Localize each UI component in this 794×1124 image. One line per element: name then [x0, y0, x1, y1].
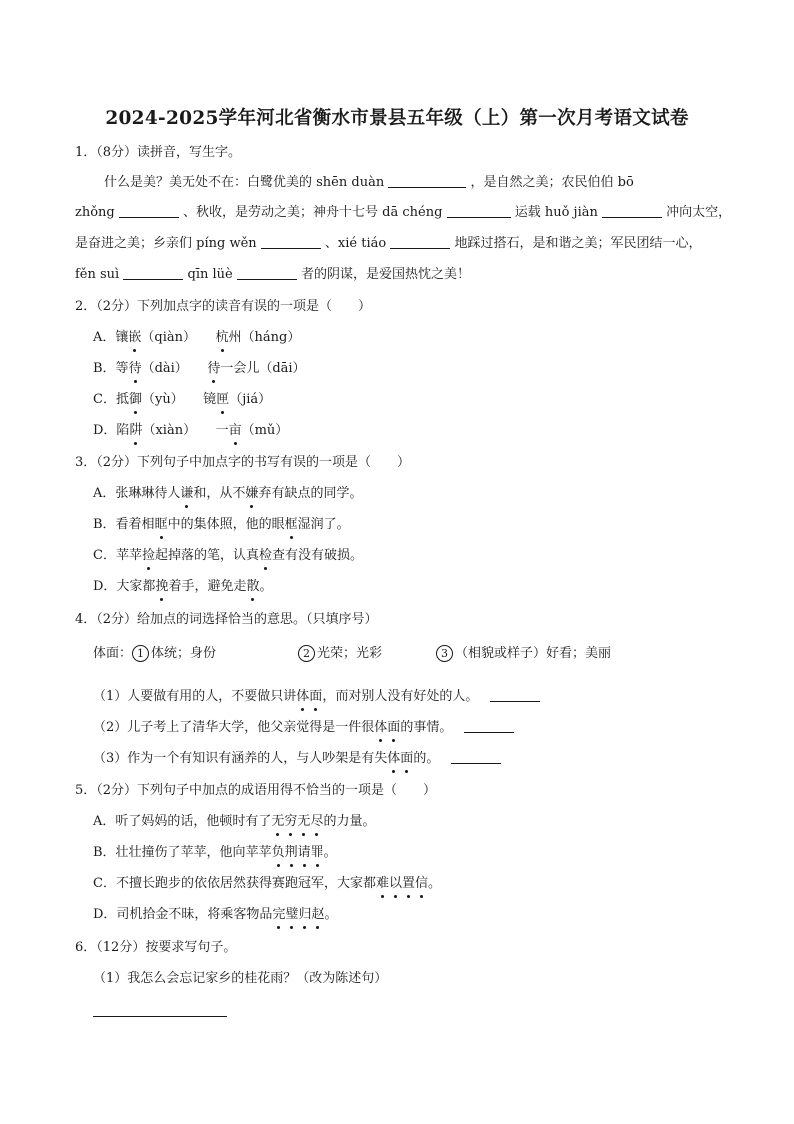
q3-option-d[interactable] — [93, 577, 273, 597]
q3-option-b[interactable] — [93, 515, 350, 535]
q1-line-3 — [75, 234, 702, 254]
dotted-char: 亩 — [229, 421, 242, 441]
q1-text: 冲向太空， — [666, 205, 732, 220]
q1-text: 是奋进之美；乡亲们 píng wěn — [75, 236, 257, 251]
dotted-char: 面 — [309, 687, 322, 707]
q1-heading: 1．（8分）读拼音，写生字。 — [75, 145, 242, 160]
option-text: 。 — [428, 876, 442, 891]
dotted-char: 负 — [272, 843, 285, 863]
option-text: A．张琳琳待人 — [93, 486, 181, 501]
dotted-char: 穷 — [284, 812, 297, 832]
dotted-char: 信 — [415, 874, 428, 894]
answer-blank[interactable] — [123, 265, 183, 280]
dotted-char: 完 — [272, 905, 285, 925]
dotted-word — [387, 751, 413, 766]
option-text: A．听了妈妈的话，他顿时有了 — [93, 814, 272, 829]
q6-sentence-1: （1）我怎么会忘记家乡的桂花雨？（改为陈述句） — [93, 971, 388, 986]
q1-line-2 — [75, 203, 731, 223]
dotted-char: 杭 — [216, 328, 229, 348]
q4-sentence-1 — [93, 687, 540, 707]
dotted-char: 体 — [296, 687, 309, 707]
q4-meaning-3 — [436, 644, 611, 664]
option-text: 湿润了。 — [297, 517, 350, 532]
q2-option-c[interactable] — [93, 390, 271, 410]
sentence-text: （2）儿子考上了清华大学，他父亲觉得是一件很 — [93, 720, 375, 735]
dotted-char: 赵 — [311, 905, 324, 925]
q5-option-a[interactable] — [93, 812, 375, 832]
option-text: B．等 — [93, 361, 129, 376]
dotted-idiom — [272, 907, 324, 922]
q1-line-1 — [104, 173, 634, 193]
answer-blank[interactable] — [119, 203, 179, 218]
meaning-label: 体面： — [93, 646, 133, 661]
q1-text: qīn lüè — [187, 267, 233, 282]
dotted-char: 嵌 — [128, 328, 141, 348]
option-text: C．不擅长跑步的依依居然获得赛跑冠军，大家都 — [93, 876, 376, 891]
dotted-char: 待 — [207, 359, 220, 379]
dotted-char: 体 — [387, 749, 400, 769]
answer-blank[interactable] — [388, 173, 466, 188]
option-text: A．镶 — [93, 330, 129, 345]
option-text: （mǔ） — [241, 423, 289, 438]
meaning-option: 光荣；光彩 — [317, 646, 383, 661]
option-text: B．壮壮撞伤了苹苹，他向苹苹 — [93, 845, 272, 860]
sentence-text: （1）人要做有用的人，不要做只讲 — [93, 689, 297, 704]
q1-text: 、xié tiáo — [324, 236, 387, 251]
dotted-char: 阱 — [129, 421, 142, 441]
dotted-char: 御 — [129, 390, 142, 410]
q4-meaning-2 — [298, 644, 382, 664]
dotted-char: 无 — [271, 812, 284, 832]
q5-heading: 5．（2分）下列句子中加点的成语用得不恰当的一项是（ ） — [75, 783, 437, 798]
q3-heading: 3．（2分）下列句子中加点字的书写有误的一项是（ ） — [75, 455, 411, 470]
q4-sentence-3 — [93, 749, 501, 769]
option-text: D．陷 — [93, 423, 130, 438]
option-text: 州（háng） — [228, 330, 301, 345]
answer-blank[interactable] — [261, 234, 321, 249]
sentence-text: （3）作为一个有知识有涵养的人，与人吵架是有失 — [93, 751, 388, 766]
q1-text: 运载 huǒ jiàn — [514, 205, 598, 220]
dotted-char: 体 — [374, 718, 387, 738]
dotted-char: 璧 — [285, 905, 298, 925]
dotted-char: 检 — [259, 546, 272, 566]
dotted-char: 荆 — [285, 843, 298, 863]
option-text: 。 — [323, 845, 337, 860]
option-text: D．司机拾金不昧，将乘客物品 — [93, 907, 273, 922]
q1-text: 者的阴谋，是爱国热忱之美！ — [301, 267, 471, 282]
circled-number: 1 — [132, 645, 149, 662]
q5-option-d[interactable] — [93, 905, 338, 925]
answer-line[interactable] — [93, 1016, 227, 1017]
option-text: 的力量。 — [323, 814, 376, 829]
dotted-char: 尽 — [310, 812, 323, 832]
q1-text: 地踩过搭石，是和谐之美；军民团结一心， — [454, 236, 702, 251]
q1-text: 什么是美？美无处不在：白鹭优美的 shēn duàn — [104, 175, 385, 190]
option-text: C．苹苹 — [93, 548, 142, 563]
option-text: 。 — [324, 907, 338, 922]
q1-text: zhǒng — [75, 205, 115, 220]
option-text: 查有没有破损。 — [272, 548, 364, 563]
option-text: 弃有缺点的同学。 — [258, 486, 363, 501]
option-text: 一会儿（dāi） — [220, 361, 306, 376]
q2-option-b[interactable] — [93, 359, 306, 379]
dotted-char: 置 — [402, 874, 415, 894]
sentence-text: 的。 — [413, 751, 440, 766]
dotted-idiom — [272, 845, 324, 860]
dotted-char: 请 — [298, 843, 311, 863]
meaning-option: （相貌或样子）好看；美丽 — [455, 646, 612, 661]
answer-blank[interactable] — [237, 265, 297, 280]
dotted-char: 罪 — [311, 843, 324, 863]
q5-option-b[interactable] — [93, 843, 337, 863]
q1-text: 、秋收，是劳动之美；神舟十七号 dā chéng — [183, 205, 443, 220]
answer-blank[interactable] — [451, 749, 501, 764]
answer-blank[interactable] — [390, 234, 450, 249]
answer-blank[interactable] — [602, 203, 662, 218]
dotted-char: 捡 — [142, 546, 155, 566]
option-text: 中的集体照，他的眼 — [167, 517, 285, 532]
option-text: 起掉落的笔，认真 — [154, 548, 259, 563]
q4-sentence-2 — [93, 718, 514, 738]
q4-heading: 4．（2分）给加点的词选择恰当的意思。（只填序号） — [75, 612, 378, 627]
option-text: （yù） 镜 — [141, 392, 217, 407]
option-text: 和，从不 — [193, 486, 246, 501]
answer-blank[interactable] — [464, 718, 514, 733]
dotted-word — [374, 720, 400, 735]
option-text: （dài） — [141, 361, 208, 376]
option-text: D．大家都 — [93, 579, 156, 594]
dotted-char: 待 — [129, 359, 142, 379]
q1-line-4 — [75, 265, 470, 285]
dotted-char: 框 — [285, 515, 298, 535]
q3-option-c[interactable] — [93, 546, 363, 566]
sentence-text: 的事情。 — [400, 720, 453, 735]
dotted-char: 无 — [297, 812, 310, 832]
sentence-text: ，而对别人没有好处的人。 — [322, 689, 479, 704]
meaning-option: 体统；身份 — [151, 646, 217, 661]
dotted-char: 谦 — [180, 484, 193, 504]
option-text: C．抵 — [93, 392, 129, 407]
option-text: 。 — [259, 579, 273, 594]
option-text: （qiàn） — [141, 330, 203, 345]
dotted-char: 面 — [387, 718, 400, 738]
dotted-char: 散 — [246, 577, 259, 597]
dotted-char: 眶 — [155, 515, 168, 535]
q1-text: fěn suì — [75, 267, 120, 282]
answer-blank[interactable] — [490, 687, 540, 702]
circled-number: 3 — [436, 645, 453, 662]
dotted-char: 以 — [389, 874, 402, 894]
q6-heading: 6．（12分）按要求写句子。 — [75, 940, 237, 955]
circled-number: 2 — [298, 645, 315, 662]
q2-heading: 2．（2分）下列加点字的读音有误的一项是（ ） — [75, 299, 372, 314]
dotted-char: 归 — [298, 905, 311, 925]
q4-meanings — [93, 644, 216, 664]
q2-option-d[interactable] — [93, 421, 288, 441]
dotted-char: 难 — [376, 874, 389, 894]
q5-option-c[interactable] — [93, 874, 441, 894]
dotted-idiom — [271, 814, 323, 829]
dotted-char: 挽 — [155, 577, 168, 597]
dotted-char: 面 — [400, 749, 413, 769]
option-text: B．看着相 — [93, 517, 155, 532]
q2-option-a[interactable] — [93, 328, 300, 348]
option-text: （jiá） — [229, 392, 272, 407]
option-text: 着手，避免走 — [168, 579, 247, 594]
exam-title: 2024-2025学年河北省衡水市景县五年级（上）第一次月考语文试卷 — [105, 108, 689, 129]
answer-blank[interactable] — [447, 203, 511, 218]
dotted-char: 嫌 — [245, 484, 258, 504]
q1-text: ，是自然之美；农民伯伯 bō — [470, 175, 634, 190]
dotted-char: 匣 — [216, 390, 229, 410]
dotted-idiom — [376, 876, 428, 891]
option-text: （xiàn） 一 — [142, 423, 229, 438]
q3-option-a[interactable] — [93, 484, 362, 504]
dotted-word — [296, 689, 322, 704]
